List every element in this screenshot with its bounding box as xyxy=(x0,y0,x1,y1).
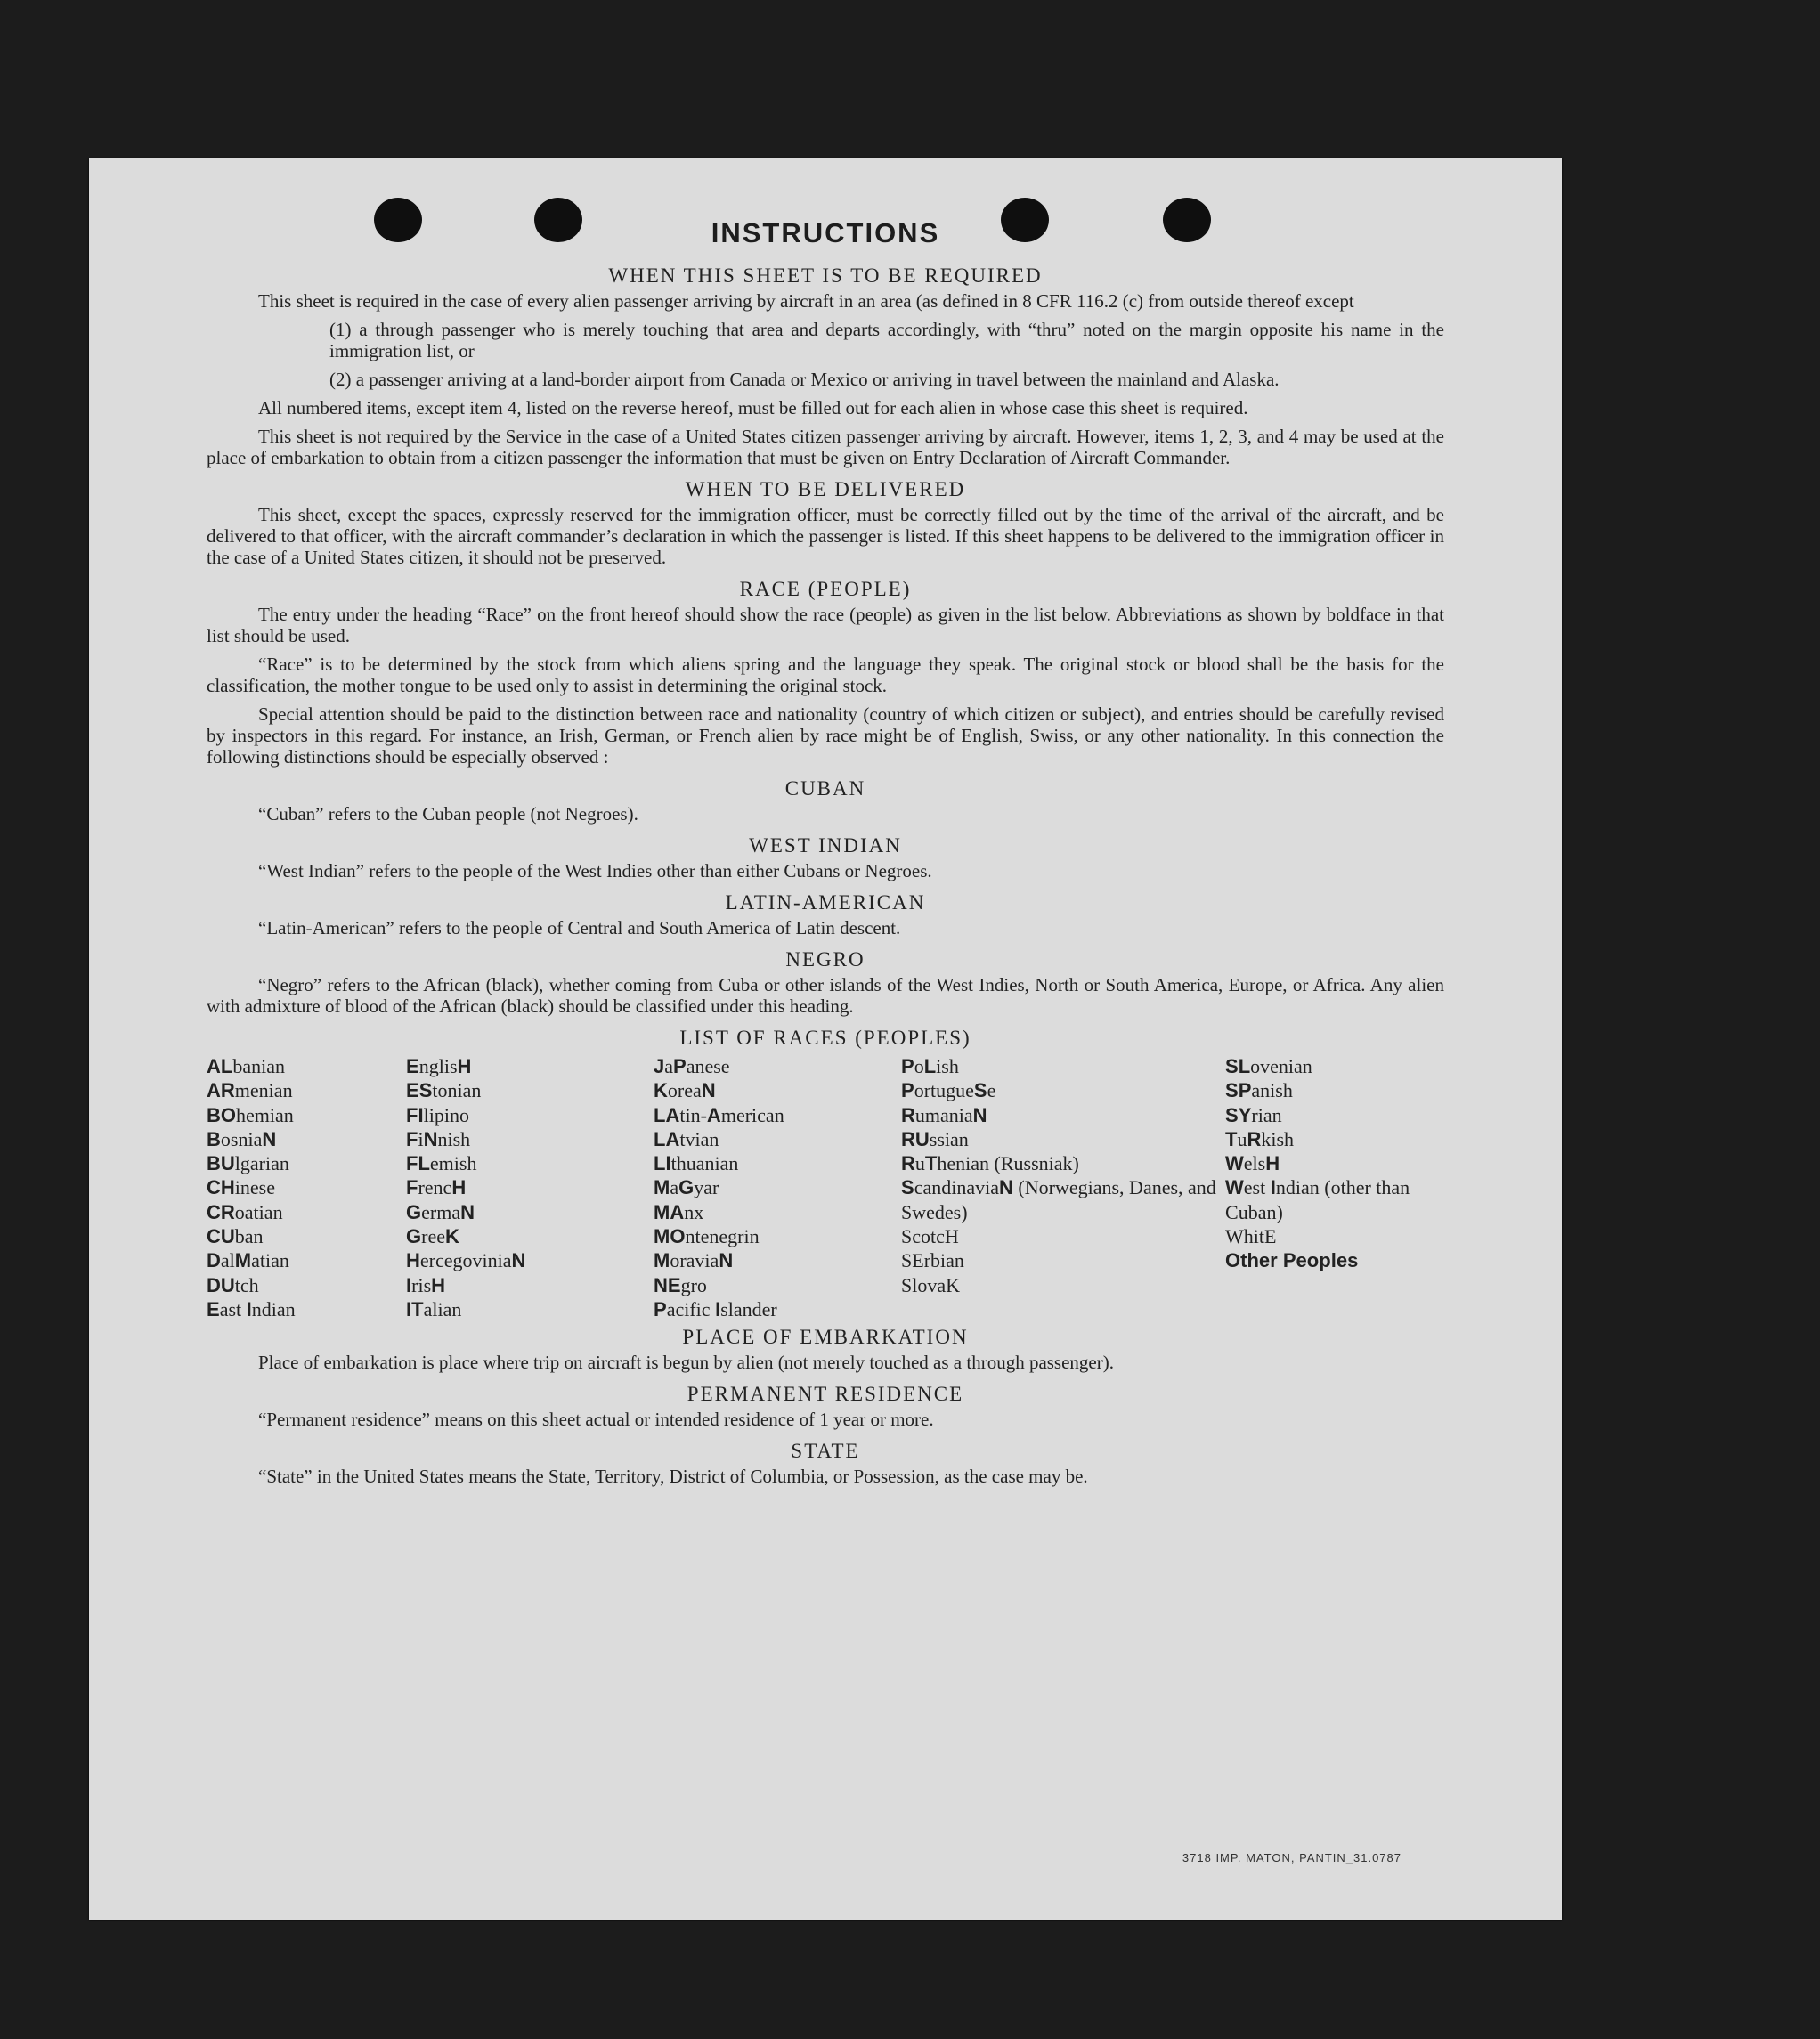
race-item xyxy=(406,1200,654,1224)
paragraph: “State” in the United States means the State, Territory, District of Columbia, or Possession, as the case may be. xyxy=(258,1466,1088,1488)
race-item xyxy=(654,1224,901,1248)
section-heading: LATIN-AMERICAN xyxy=(725,891,926,914)
race-name: TuRkish xyxy=(1225,1127,1295,1150)
race-name: EnglisH xyxy=(406,1055,472,1077)
paragraph: The entry under the heading “Race” on the front hereof should show the race (people) as given in the list below. Abbreviations as shown by boldface in that list should be used. xyxy=(207,604,1444,646)
race-item xyxy=(406,1224,654,1248)
race-name: LAtin-American xyxy=(654,1103,784,1126)
race-name: SlovaK xyxy=(901,1273,961,1296)
race-name: ITalian xyxy=(406,1297,462,1320)
race-name: RuThenian (Russniak) xyxy=(901,1152,1079,1175)
section-heading: RACE (PEOPLE) xyxy=(739,578,912,600)
paragraph: “Permanent residence” means on this sheet actual or intended residence of 1 year or more. xyxy=(258,1409,934,1431)
race-name: SLovenian xyxy=(1225,1055,1312,1077)
race-item xyxy=(901,1127,1225,1151)
race-item xyxy=(207,1297,406,1321)
race-name: RUssian xyxy=(901,1127,969,1150)
race-name: ScotcH xyxy=(901,1225,959,1248)
race-name: GermaN xyxy=(406,1200,475,1223)
race-name: CRoatian xyxy=(207,1200,283,1223)
race-item xyxy=(1225,1151,1444,1175)
race-item xyxy=(207,1248,406,1272)
list-item: (1) a through passenger who is merely touching that area and departs accordingly, with “thru” noted on the margin opposite his name in the immigration list, or xyxy=(329,319,1444,361)
paragraph: “West Indian” refers to the people of the West Indies other than either Cubans or Negroes. xyxy=(258,860,932,881)
race-item xyxy=(901,1078,1225,1102)
race-item xyxy=(207,1151,406,1175)
race-item xyxy=(654,1103,901,1127)
section-heading: WHEN TO BE DELIVERED xyxy=(685,478,966,500)
section-heading: LIST OF RACES (PEOPLES) xyxy=(679,1027,971,1049)
race-column xyxy=(654,1054,901,1321)
paragraph: This sheet, except the spaces, expressly reserved for the immigration officer, must be correctly filled out by the time of the arrival of the aircraft, and be delivered to that officer, with the aircraft commander’s declaration in which the passenger is listed. If this sheet happens to be delivered to the immigration officer in the case of a United States citizen, it should not be preserved. xyxy=(207,504,1444,568)
race-name: ARmenian xyxy=(207,1079,293,1102)
race-item xyxy=(1225,1054,1444,1078)
race-name: CHinese xyxy=(207,1176,275,1199)
race-item xyxy=(901,1054,1225,1078)
race-item xyxy=(406,1273,654,1297)
paragraph: This sheet is not required by the Service in the case of a United States citizen passenger arriving by aircraft. However, items 1, 2, 3, and 4 may be used at the place of embarkation to obtain from a citizen passenger the information that must be given on Entry Declaration of Aircraft Commander. xyxy=(207,426,1444,468)
race-name: KoreaN xyxy=(654,1079,716,1102)
printer-imprint: 3718 IMP. MATON, PANTIN_31.0787 xyxy=(1182,1851,1402,1864)
race-item xyxy=(406,1078,654,1102)
paragraph: This sheet is required in the case of every alien passenger arriving by aircraft in an area (as defined in 8 CFR 116.2 (c) from outside thereof except xyxy=(258,290,1354,312)
race-item xyxy=(406,1151,654,1175)
race-item xyxy=(406,1103,654,1127)
paragraph: “Negro” refers to the African (black), whether coming from Cuba or other islands of the West Indies, North or South America, Europe, or Africa. Any alien with admixture of blood of the African (black) should be classified under this heading. xyxy=(207,974,1444,1017)
race-item xyxy=(207,1200,406,1224)
race-item xyxy=(654,1297,901,1321)
race-name: SPanish xyxy=(1225,1079,1293,1102)
race-item xyxy=(207,1054,406,1078)
instructions-body xyxy=(207,262,1444,1494)
race-name: BUlgarian xyxy=(207,1152,289,1175)
section-heading: NEGRO xyxy=(785,948,865,971)
race-list xyxy=(207,1054,1444,1321)
page-title: INSTRUCTIONS xyxy=(711,217,940,248)
document-sheet xyxy=(89,158,1562,1920)
race-name: PoLish xyxy=(901,1055,959,1077)
section-heading: STATE xyxy=(791,1440,860,1463)
race-item xyxy=(207,1175,406,1199)
section-heading: PERMANENT RESIDENCE xyxy=(687,1383,964,1406)
race-name: JaPanese xyxy=(654,1055,730,1077)
race-name: PortugueSe xyxy=(901,1079,996,1102)
list-item: (2) a passenger arriving at a land-border airport from Canada or Mexico or arriving in travel between the mainland and Alaska. xyxy=(329,369,1280,390)
race-item xyxy=(654,1248,901,1272)
race-column xyxy=(207,1054,406,1321)
race-name: ALbanian xyxy=(207,1055,285,1077)
race-name: IrisH xyxy=(406,1273,446,1296)
race-name: MOntenegrin xyxy=(654,1225,760,1248)
race-name: East Indian xyxy=(207,1297,296,1320)
race-item xyxy=(901,1103,1225,1127)
section-heading: WHEN THIS SHEET IS TO BE REQUIRED xyxy=(608,264,1043,287)
race-item xyxy=(207,1127,406,1151)
race-item xyxy=(1225,1103,1444,1127)
race-item xyxy=(1225,1078,1444,1102)
race-item xyxy=(654,1054,901,1078)
race-name: Pacific Islander xyxy=(654,1297,777,1320)
section-heading: WEST INDIAN xyxy=(749,834,902,857)
race-name: BOhemian xyxy=(207,1103,294,1126)
section-heading: CUBAN xyxy=(784,777,866,800)
race-item xyxy=(654,1200,901,1224)
race-name: WelsH xyxy=(1225,1152,1280,1175)
race-item xyxy=(1225,1224,1444,1248)
race-item xyxy=(901,1151,1225,1175)
race-name: GreeK xyxy=(406,1225,459,1248)
race-item xyxy=(901,1273,1225,1297)
race-item xyxy=(654,1078,901,1102)
race-column xyxy=(901,1054,1225,1321)
race-name: HercegoviniaN xyxy=(406,1249,526,1272)
race-item xyxy=(406,1297,654,1321)
paragraph: “Cuban” refers to the Cuban people (not Negroes). xyxy=(258,803,638,825)
race-item xyxy=(901,1224,1225,1248)
race-name: NEgro xyxy=(654,1273,707,1296)
paragraph: Special attention should be paid to the distinction between race and nationality (country of which citizen or subject), and entries should be carefully revised by inspectors in this regard. For instance, an Irish, German, or French alien by race might be of English, Swiss, or any other nationality. In this connection the following distinctions should be especially observed : xyxy=(207,703,1444,768)
race-name: FLemish xyxy=(406,1152,477,1175)
race-name: SYrian xyxy=(1225,1103,1282,1126)
race-column xyxy=(406,1054,654,1321)
race-item xyxy=(654,1127,901,1151)
race-name: DalMatian xyxy=(207,1249,289,1272)
race-name: CUban xyxy=(207,1225,264,1248)
paragraph: “Latin-American” refers to the people of Central and South America of Latin descent. xyxy=(258,917,901,938)
race-item xyxy=(207,1224,406,1248)
race-item xyxy=(406,1054,654,1078)
race-item xyxy=(654,1175,901,1199)
race-name: SErbian xyxy=(901,1249,964,1272)
race-item xyxy=(406,1175,654,1199)
paragraph: All numbered items, except item 4, listed on the reverse hereof, must be filled out for each alien in whose case this sheet is required. xyxy=(258,397,1248,418)
race-item xyxy=(207,1103,406,1127)
race-item xyxy=(901,1248,1225,1272)
race-name: WhitE xyxy=(1225,1225,1277,1248)
race-name: West Indian (other than Cuban) xyxy=(1225,1176,1410,1223)
race-item xyxy=(406,1248,654,1272)
race-item xyxy=(207,1273,406,1297)
race-item xyxy=(207,1078,406,1102)
race-name: ScandinaviaN (Norwegians, Danes, and Swedes) xyxy=(901,1176,1216,1223)
race-name: MoraviaN xyxy=(654,1249,734,1272)
race-name: FiNnish xyxy=(406,1127,471,1150)
race-name: BosniaN xyxy=(207,1127,277,1150)
race-item xyxy=(901,1175,1225,1224)
race-item xyxy=(406,1127,654,1151)
race-item xyxy=(1225,1127,1444,1151)
race-column xyxy=(1225,1054,1444,1321)
race-name: EStonian xyxy=(406,1079,482,1102)
race-name: FIlipino xyxy=(406,1103,469,1126)
section-heading: PLACE OF EMBARKATION xyxy=(682,1326,969,1349)
race-name: RumaniaN xyxy=(901,1103,987,1126)
race-name: DUtch xyxy=(207,1273,259,1296)
race-item xyxy=(1225,1248,1444,1272)
race-name: LAtvian xyxy=(654,1127,719,1150)
race-item xyxy=(654,1151,901,1175)
race-name: Other Peoples xyxy=(1225,1249,1359,1272)
race-name: MAnx xyxy=(654,1200,704,1223)
paragraph: Place of embarkation is place where trip on aircraft is begun by alien (not merely touched as a through passenger). xyxy=(258,1352,1114,1374)
race-name: MaGyar xyxy=(654,1176,719,1199)
paragraph: “Race” is to be determined by the stock from which aliens spring and the language they speak. The original stock or blood shall be the basis for the classification, the mother tongue to be used only to assist in determining the original stock. xyxy=(207,654,1444,696)
race-item xyxy=(1225,1175,1444,1224)
race-item xyxy=(654,1273,901,1297)
race-name: LIthuanian xyxy=(654,1152,739,1175)
race-name: FrencH xyxy=(406,1176,467,1199)
